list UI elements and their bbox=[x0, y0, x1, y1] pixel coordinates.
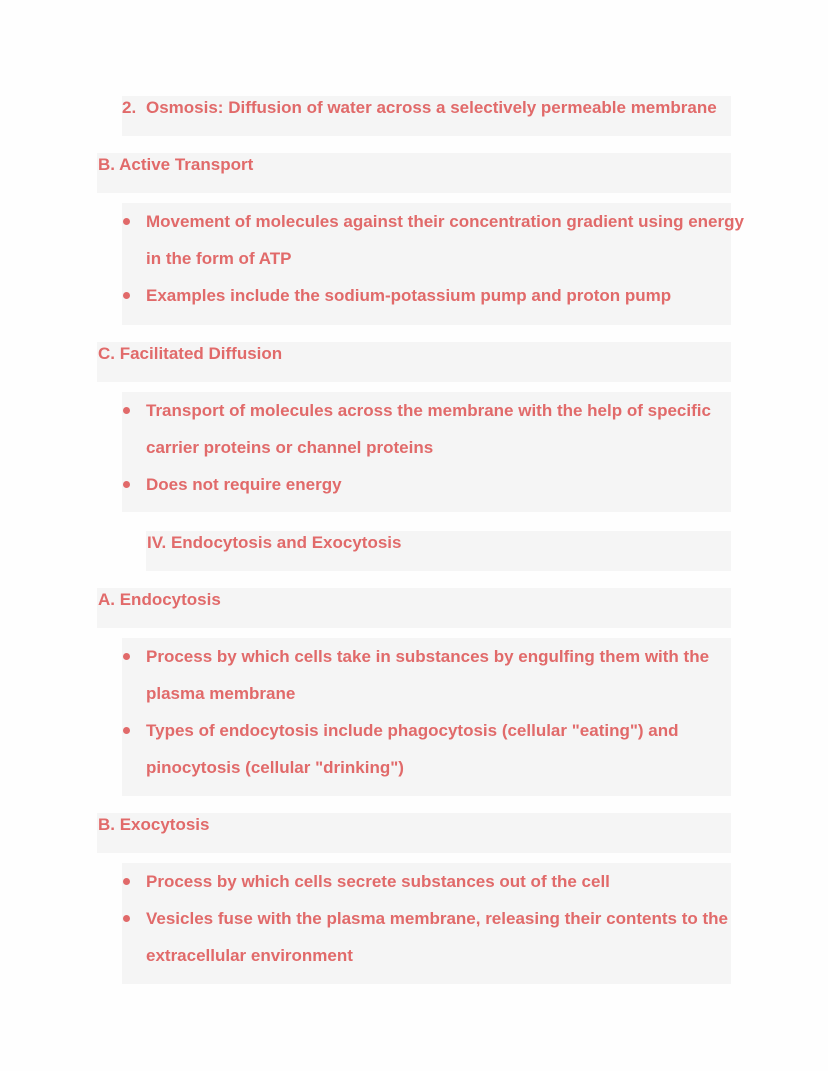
bullet-icon bbox=[123, 407, 130, 414]
bullet-icon bbox=[123, 481, 130, 488]
bullet-list-endocytosis bbox=[122, 638, 731, 796]
heading-text: IV. Endocytosis and Exocytosis bbox=[147, 533, 402, 552]
heading-text: A. Endocytosis bbox=[98, 590, 221, 609]
bullet-icon bbox=[123, 727, 130, 734]
section-heading-endocytosis bbox=[97, 588, 731, 628]
section-heading-iv bbox=[146, 531, 731, 571]
list-item: Transport of molecules across the membrane with the help of specific carrier proteins or channel proteins bbox=[122, 392, 731, 466]
bullet-list-exocytosis bbox=[122, 863, 731, 984]
list-item: Process by which cells secrete substances out of the cell bbox=[122, 863, 731, 900]
list-item: Examples include the sodium-potassium pump and proton pump bbox=[122, 277, 731, 314]
section-heading-active-transport bbox=[97, 153, 731, 193]
list-item-text: Osmosis: Diffusion of water across a selectively permeable membrane bbox=[146, 98, 717, 117]
list-number: 2. bbox=[122, 98, 137, 117]
bullet-icon bbox=[123, 218, 130, 225]
bullet-icon bbox=[123, 915, 130, 922]
section-heading-exocytosis bbox=[97, 813, 731, 853]
heading-text: B. Active Transport bbox=[98, 155, 254, 174]
section-heading-facilitated-diffusion bbox=[97, 342, 731, 382]
bullet-icon bbox=[123, 878, 130, 885]
list-item: Process by which cells take in substances by engulfing them with the plasma membrane bbox=[122, 638, 731, 712]
heading-text: C. Facilitated Diffusion bbox=[98, 344, 283, 363]
bullet-icon bbox=[123, 653, 130, 660]
heading-text: B. Exocytosis bbox=[98, 815, 210, 834]
list-item: Vesicles fuse with the plasma membrane, releasing their contents to the extracellular environment bbox=[122, 900, 731, 974]
list-item: Movement of molecules against their concentration gradient using energy in the form of ATP bbox=[122, 203, 731, 277]
list-item-osmosis bbox=[122, 96, 731, 136]
bullet-icon bbox=[123, 292, 130, 299]
bullet-list-active-transport bbox=[122, 203, 744, 325]
bullet-list-facilitated-diffusion bbox=[122, 392, 731, 512]
list-item: Types of endocytosis include phagocytosis (cellular "eating") and pinocytosis (cellular "drinking") bbox=[122, 712, 731, 786]
list-item: Does not require energy bbox=[122, 466, 731, 503]
